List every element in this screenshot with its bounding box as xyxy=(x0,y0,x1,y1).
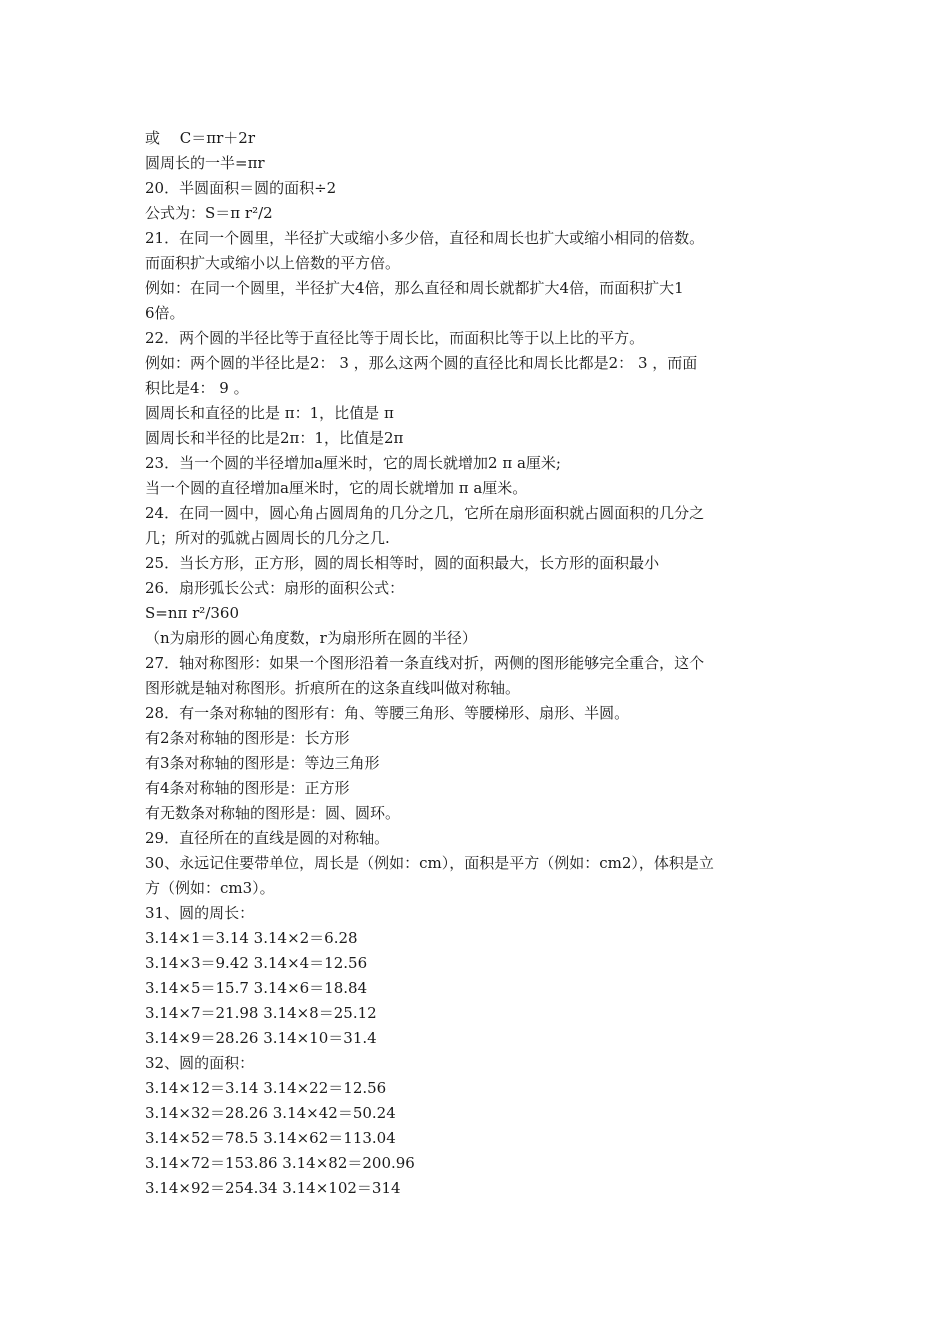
text-line: 例如：两个圆的半径比是2： 3 ，那么这两个圆的直径比和周长比都是2： 3 ，而面 xyxy=(145,354,698,372)
text-line: 圆周长和半径的比是2π：1，比值是2π xyxy=(145,429,404,447)
text-line: 3.14×1＝3.14 3.14×2＝6.28 xyxy=(145,929,358,947)
text-line: 图形就是轴对称图形。折痕所在的这条直线叫做对称轴。 xyxy=(145,679,521,697)
text-line: 圆周长和直径的比是 π：1，比值是 π xyxy=(145,404,394,422)
text-line: 28．有一条对称轴的图形有：角、等腰三角形、等腰梯形、扇形、半圆。 xyxy=(145,704,630,722)
text-line: 32、圆的面积： xyxy=(145,1054,255,1072)
text-line: S=nπ r²/360 xyxy=(145,604,239,622)
text-line: 20．半圆面积＝圆的面积÷2 xyxy=(145,179,337,197)
text-line: 3.14×3＝9.42 3.14×4＝12.56 xyxy=(145,954,368,972)
text-line: 29．直径所在的直线是圆的对称轴。 xyxy=(145,829,390,847)
text-line: 当一个圆的直径增加a厘米时，它的周长就增加 π a厘米。 xyxy=(145,479,528,497)
text-line: 22．两个圆的半径比等于直径比等于周长比，而面积比等于以上比的平方。 xyxy=(145,329,645,347)
text-line: 27．轴对称图形：如果一个图形沿着一条直线对折，两侧的图形能够完全重合，这个 xyxy=(145,654,705,672)
text-line: 几；所对的弧就占圆周长的几分之几. xyxy=(145,529,390,547)
text-line: 31、圆的周长： xyxy=(145,904,255,922)
text-line: 3.14×12＝3.14 3.14×22＝12.56 xyxy=(145,1079,387,1097)
text-line: 3.14×72＝153.86 3.14×82＝200.96 xyxy=(145,1154,415,1172)
text-line: 3.14×92＝254.34 3.14×102＝314 xyxy=(145,1179,401,1197)
text-line: 3.14×32＝28.26 3.14×42＝50.24 xyxy=(145,1104,396,1122)
text-line: 有无数条对称轴的图形是：圆、圆环。 xyxy=(145,804,401,822)
document-body xyxy=(145,126,810,1201)
text-line: 30、永远记住要带单位，周长是（例如：cm），面积是平方（例如：cm2），体积是立 xyxy=(145,854,714,872)
text-line: 有4条对称轴的图形是：正方形 xyxy=(145,779,350,797)
text-line: 21．在同一个圆里，半径扩大或缩小多少倍，直径和周长也扩大或缩小相同的倍数。 xyxy=(145,229,705,247)
text-line: 公式为：S＝π r²/2 xyxy=(145,204,273,222)
text-line: 25．当长方形，正方形，圆的周长相等时，圆的面积最大，长方形的面积最小 xyxy=(145,554,660,572)
text-line: 26．扇形弧长公式：扇形的面积公式： xyxy=(145,579,405,597)
text-line: 3.14×5＝15.7 3.14×6＝18.84 xyxy=(145,979,368,997)
text-line: 有3条对称轴的图形是：等边三角形 xyxy=(145,754,380,772)
text-line: （n为扇形的圆心角度数，r为扇形所在圆的半径） xyxy=(145,629,477,647)
text-line: 方（例如：cm3）。 xyxy=(145,879,275,897)
text-line: 3.14×52＝78.5 3.14×62＝113.04 xyxy=(145,1129,396,1147)
text-line: 24．在同一圆中，圆心角占圆周角的几分之几，它所在扇形面积就占圆面积的几分之 xyxy=(145,504,705,522)
text-line: 23．当一个圆的半径增加a厘米时，它的周长就增加2 π a厘米; xyxy=(145,454,561,472)
text-line: 3.14×9＝28.26 3.14×10＝31.4 xyxy=(145,1029,377,1047)
text-line: 圆周长的一半=πr xyxy=(145,154,265,172)
text-line: 6倍。 xyxy=(145,304,185,322)
text-line: 积比是4： 9 。 xyxy=(145,379,249,397)
text-line: 3.14×7＝21.98 3.14×8＝25.12 xyxy=(145,1004,377,1022)
text-line: 例如：在同一个圆里，半径扩大4倍，那么直径和周长就都扩大4倍，而面积扩大1 xyxy=(145,279,684,297)
text-line: 或 C＝πr＋2r xyxy=(145,129,255,147)
text-line: 有2条对称轴的图形是：长方形 xyxy=(145,729,350,747)
text-line: 而面积扩大或缩小以上倍数的平方倍。 xyxy=(145,254,401,272)
